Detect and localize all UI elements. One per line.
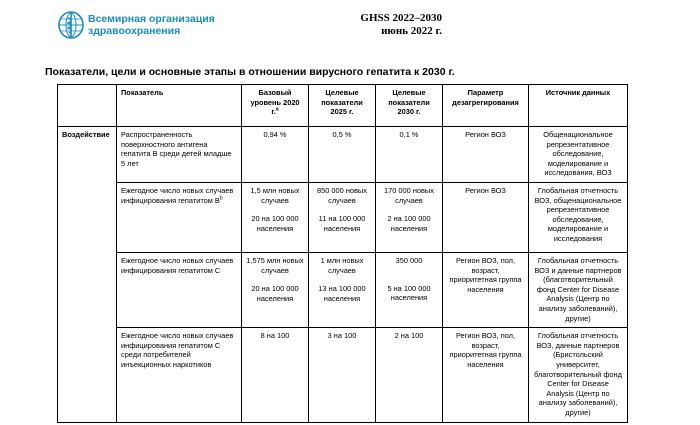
header-disaggregation: Параметр дезагрегирования	[443, 85, 529, 127]
target-2030-cell: 2 на 100	[376, 328, 443, 422]
document-header	[360, 12, 442, 38]
target-2025-cell: 3 на 100	[309, 328, 376, 422]
table-row	[58, 328, 628, 422]
baseline-cell: 8 на 100	[242, 328, 309, 422]
target-2025-cell: 0,5 %	[309, 127, 376, 183]
disaggregation-cell: Регион ВОЗ	[443, 183, 529, 253]
header-indicator: Показатель	[117, 85, 242, 127]
target-2030-cell: 350 000 5 на 100 000 населения	[376, 253, 443, 328]
section-title: Показатели, цели и основные этапы в отношении вирусного гепатита к 2030 г.	[45, 66, 455, 78]
group-label: Воздействие	[58, 127, 117, 423]
source-cell: Глобальная отчетность ВОЗ, данные партнеров (Бристольский университет, благотворительный фонд Center for Disease Analysis (Центр по анализу заболеваний), другие)	[529, 328, 628, 422]
source-cell: Глобальная отчетность ВОЗ, общенациональное репрезентативное обследование, моделирование и исследования	[529, 183, 628, 253]
disaggregation-cell: Регион ВОЗ, пол, возраст, приоритетная группа населения	[443, 253, 529, 328]
target-2030-cell: 170 000 новых случаев 2 на 100 000 населения	[376, 183, 443, 253]
header-target-2025: Целевые показатели 2025 г.	[309, 85, 376, 127]
target-2025-cell: 1 млн новых случаев 13 на 100 000 населения	[309, 253, 376, 328]
table-row	[58, 127, 628, 183]
indicator-cell: Ежегодное число новых случаев инфицирования гепатитом $В^b$	[117, 183, 242, 253]
header-group-cell	[58, 85, 117, 127]
indicator-cell: Ежегодное число новых случаев инфицирования гепатитом С	[117, 253, 242, 328]
document-date: июнь 2022 г.	[381, 25, 442, 37]
hepatitis-indicators-table	[57, 84, 628, 423]
indicator-cell: Распространенность поверхностного антигена гепатита В среди детей младше 5 лет	[117, 127, 242, 183]
disaggregation-cell: Регион ВОЗ	[443, 127, 529, 183]
table-row	[58, 253, 628, 328]
org-name-line1: Всемирная организация	[88, 13, 215, 25]
who-logo	[58, 10, 258, 46]
who-emblem-icon	[58, 10, 84, 40]
baseline-cell: 1,575 млн новых случаев 20 на 100 000 населения	[242, 253, 309, 328]
baseline-cell: 0,94 %	[242, 127, 309, 183]
table-header-row	[58, 85, 628, 127]
header-target-2030: Целевые показатели 2030 г.	[376, 85, 443, 127]
header-source: Источник данных	[529, 85, 628, 127]
baseline-cell: 1,5 млн новых случаев 20 на 100 000 населения	[242, 183, 309, 253]
target-2025-cell: 850 000 новых случаев 11 на 100 000 населения	[309, 183, 376, 253]
table-row	[58, 183, 628, 253]
org-name-line2: здравоохранения	[88, 25, 181, 37]
header-baseline: Базовый уровень 2020 г.$^a$	[242, 85, 309, 127]
indicator-cell: Ежегодное число новых случаев инфицирования гепатитом С среди потребителей инъекционных наркотиков	[117, 328, 242, 422]
source-cell: Глобальная отчетность ВОЗ и данные партнеров (благотворительный фонд Center for Disease Analysis (Центр по анализу заболеваний), другие)	[529, 253, 628, 328]
document-code: GHSS 2022–2030	[360, 12, 442, 24]
org-name	[88, 13, 215, 37]
source-cell: Общенациональное репрезентативное обследование, моделирование и исследования, ВОЗ	[529, 127, 628, 183]
target-2030-cell: 0,1 %	[376, 127, 443, 183]
disaggregation-cell: Регион ВОЗ, пол, возраст, приоритетная группа населения	[443, 328, 529, 422]
